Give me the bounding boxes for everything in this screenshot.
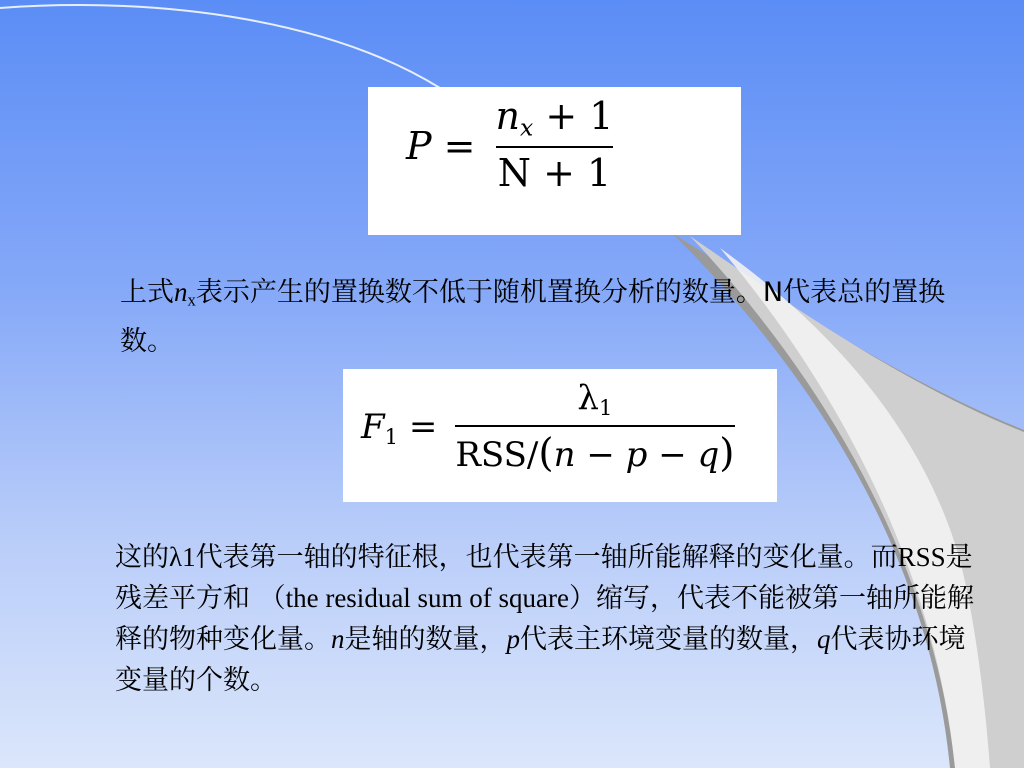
var-n: n (174, 277, 188, 307)
var-n: n (331, 624, 345, 654)
fraction-bar (455, 425, 734, 427)
rss-definition: the residual sum of square (285, 583, 570, 613)
formula-lhs-f: F (361, 406, 385, 447)
permutation-explanation: 上式$n_x$表示产生的置换数不低于随机置换分析的数量。N代表总的置换数。 (120, 277, 946, 357)
fraction-bar (496, 146, 614, 148)
f-statistic-explanation: 这的λ1代表第一轴的特征根，也代表第一轴所能解释的变化量。而RSS是残差平方和 （the residual sum of square）缩写，代表不能被第一轴所能解释的物种变化量。n是轴的数量，p代表主环境变量的数量，q代表协环境变量的个数。 (115, 542, 975, 696)
swoosh-line (0, 5, 440, 88)
fraction (495, 94, 614, 196)
fraction-numerator: $\lambda_1$ (577, 378, 613, 420)
var-p: p (506, 624, 520, 654)
fraction (455, 378, 735, 477)
permutation-formula (368, 87, 741, 235)
formula-lhs-p: P (406, 123, 432, 168)
rss-term: RSS (897, 542, 946, 572)
f-statistic-formula: $F_1$ = $\frac{\lambda_1}{\text{RSS/(n − p − q)}}$ (343, 369, 777, 502)
var-n-subscript: x (187, 290, 196, 310)
lambda-symbol: λ1 (169, 542, 196, 572)
fraction-numerator: $n_x + 1$ (495, 94, 614, 142)
fraction-denominator: N + 1 (497, 151, 612, 196)
equals-sign: = (408, 406, 438, 447)
fraction-denominator: RSS/(n − p − q) (455, 431, 735, 477)
var-q: q (817, 624, 831, 654)
equals-sign: = (443, 123, 476, 168)
